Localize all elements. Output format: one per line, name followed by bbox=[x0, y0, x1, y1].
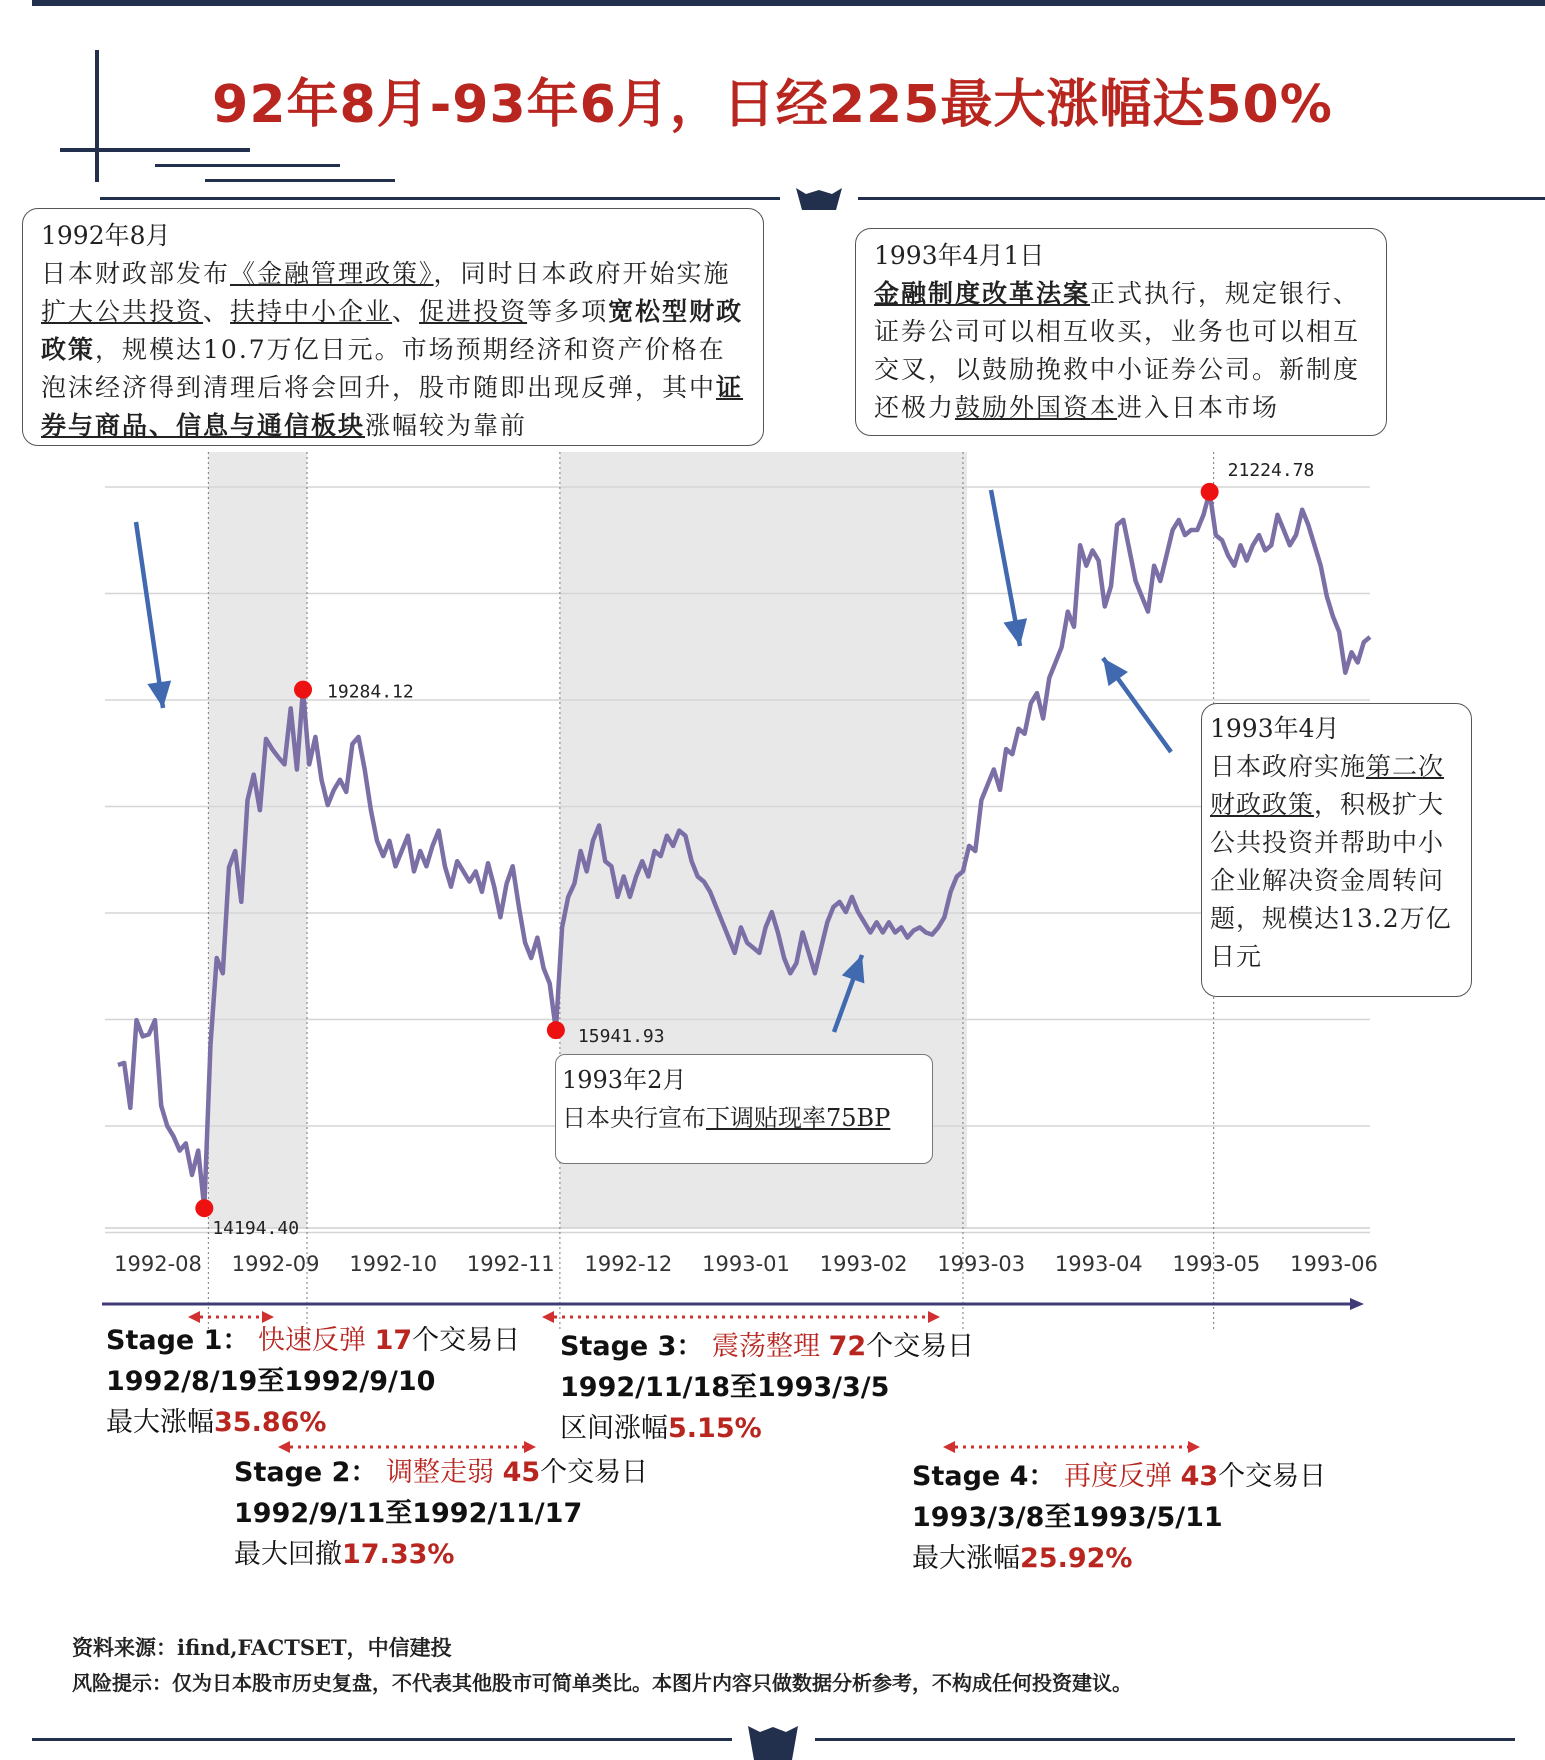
stage3-metric-value: 5.15% bbox=[668, 1413, 762, 1444]
policy-box-1993-04 bbox=[1201, 703, 1472, 997]
stage-2 bbox=[234, 1452, 648, 1575]
box1-t3: 、 bbox=[203, 297, 231, 326]
box2-ub1: 金融制度改革法案 bbox=[874, 279, 1091, 308]
box4-u1: 下调贴现率75BP bbox=[706, 1104, 891, 1132]
x-tick-label: 1993-04 bbox=[1054, 1252, 1143, 1276]
box1-t4: 、 bbox=[392, 297, 420, 326]
box1-b1: 宽松型财政政策 bbox=[41, 297, 744, 364]
box3-t2: ，积极扩大公共投资并帮助中小企业解决资金周转问题，规模达13.2万亿日元 bbox=[1210, 790, 1452, 971]
stage2-unit: 个交易日 bbox=[540, 1457, 649, 1488]
stage2-desc: 调整走弱 bbox=[386, 1457, 494, 1488]
box4-text bbox=[562, 1099, 926, 1137]
policy-box-1993-02 bbox=[555, 1054, 933, 1164]
box1-t5: 等多项 bbox=[527, 297, 609, 326]
stage4-metric-value: 25.92% bbox=[1020, 1543, 1133, 1574]
stage4-dates: 1993/3/8至1993/5/11 bbox=[912, 1502, 1223, 1533]
box2-date: 1993年4月1日 bbox=[874, 241, 1045, 270]
box1-u2: 扩大公共投资 bbox=[41, 297, 204, 326]
point-label-1: 14194.40 bbox=[212, 1218, 300, 1240]
box2-u1: 鼓励外国资本 bbox=[955, 393, 1118, 422]
policy-box-1992-08 bbox=[22, 208, 764, 446]
source-note: 资料来源：ifind,FACTSET，中信建投 bbox=[72, 1635, 452, 1660]
x-tick-label: 1992-12 bbox=[584, 1252, 673, 1276]
point-label-4: 21224.78 bbox=[1227, 459, 1315, 481]
page-title: 92年8月-93年6月，日经225最大涨幅达50% bbox=[212, 75, 1333, 135]
stage4-metric-label: 最大涨幅 bbox=[912, 1543, 1020, 1574]
stage2-dates: 1992/9/11至1992/11/17 bbox=[234, 1498, 583, 1529]
box1-u3: 扶持中小企业 bbox=[230, 297, 393, 326]
box2-text bbox=[874, 275, 1368, 427]
arrow-icon-3 bbox=[1103, 658, 1171, 752]
box4-t1: 日本央行宣布 bbox=[562, 1104, 706, 1132]
box1-t1: 日本财政部发布 bbox=[41, 259, 231, 288]
box1-date: 1992年8月 bbox=[41, 221, 171, 250]
stage3-metric-label: 区间涨幅 bbox=[560, 1413, 668, 1444]
box2-t1: 正式执行，规定银行、证券公司可以相互收买，业务也可以相互交叉，以鼓励挽救中小证券公司。新制度还极力 bbox=[874, 279, 1361, 422]
peak-marker-1 bbox=[195, 1199, 213, 1217]
box1-text bbox=[41, 255, 745, 445]
peak-marker-4 bbox=[1201, 483, 1219, 501]
stage1-shade bbox=[208, 452, 307, 1228]
x-tick-label: 1993-05 bbox=[1172, 1252, 1261, 1276]
stage1-label: Stage 1： bbox=[106, 1325, 250, 1356]
stage1-num: 17 bbox=[374, 1325, 413, 1356]
peak-marker-3 bbox=[547, 1021, 565, 1039]
x-tick-label: 1992-09 bbox=[231, 1252, 320, 1276]
stage3-dates: 1992/11/18至1993/3/5 bbox=[560, 1372, 890, 1403]
box3-date: 1993年4月 bbox=[1210, 714, 1340, 743]
box1-t2: ，同时日本政府开始实施 bbox=[433, 259, 731, 288]
point-label-2: 19284.12 bbox=[327, 681, 414, 703]
stage3-label: Stage 3： bbox=[560, 1331, 704, 1362]
stage1-unit: 个交易日 bbox=[412, 1325, 521, 1356]
box3-u1: 第二次财政政策 bbox=[1210, 752, 1445, 819]
box1-ub1: 证券与商品、信息与通信板块 bbox=[41, 373, 744, 440]
stage2-metric-value: 17.33% bbox=[342, 1539, 455, 1570]
bottom-divider-right bbox=[815, 1738, 1515, 1741]
bottom-emblem-icon bbox=[748, 1726, 798, 1760]
stage4-desc: 再度反弹 bbox=[1064, 1461, 1172, 1492]
stage3-desc: 震荡整理 bbox=[712, 1331, 820, 1362]
x-tick-label: 1993-02 bbox=[819, 1252, 908, 1276]
bottom-divider-left bbox=[32, 1738, 732, 1741]
arrow-icon-2 bbox=[991, 490, 1027, 646]
peak-marker-2 bbox=[294, 681, 312, 699]
stage4-unit: 个交易日 bbox=[1218, 1461, 1327, 1492]
box2-t2: 进入日本市场 bbox=[1117, 393, 1280, 422]
x-tick-label: 1993-06 bbox=[1290, 1252, 1378, 1276]
stage2-num: 45 bbox=[502, 1457, 541, 1488]
stage1-metric-value: 35.86% bbox=[214, 1407, 327, 1438]
stage2-metric-label: 最大回撤 bbox=[234, 1539, 342, 1570]
stage3-num: 72 bbox=[828, 1331, 867, 1362]
x-tick-label: 1992-11 bbox=[466, 1252, 555, 1276]
box1-t6: ，规模达10.7万亿日元。市场预期经济和资产价格在泡沫经济得到清理后将会回升，股市随即出现反弹，其中 bbox=[41, 335, 726, 402]
x-tick-label: 1993-03 bbox=[937, 1252, 1026, 1276]
stage-3 bbox=[560, 1326, 974, 1449]
arrow-icon-1 bbox=[136, 522, 171, 708]
risk-note: 风险提示：仅为日本股市历史复盘，不代表其他股市可简单类比。本图片内容只做数据分析参考，不构成任何投资建议。 bbox=[72, 1671, 1132, 1695]
stage1-dates: 1992/8/19至1992/9/10 bbox=[106, 1366, 436, 1397]
box1-t7: 涨幅较为靠前 bbox=[365, 411, 528, 440]
x-tick-label: 1992-10 bbox=[349, 1252, 438, 1276]
box3-text bbox=[1210, 748, 1463, 976]
stage4-label: Stage 4： bbox=[912, 1461, 1056, 1492]
stage-1 bbox=[106, 1320, 520, 1443]
stage4-num: 43 bbox=[1180, 1461, 1219, 1492]
stage-4 bbox=[912, 1456, 1326, 1579]
x-tick-label: 1993-01 bbox=[702, 1252, 790, 1276]
box4-date: 1993年2月 bbox=[562, 1066, 687, 1094]
box3-t1: 日本政府实施 bbox=[1210, 752, 1367, 781]
stage1-metric-label: 最大涨幅 bbox=[106, 1407, 214, 1438]
policy-box-1993-04-01 bbox=[855, 228, 1387, 436]
stage1-desc: 快速反弹 bbox=[258, 1325, 366, 1356]
point-label-3: 15941.93 bbox=[577, 1026, 665, 1048]
box1-u1: 《金融管理政策》 bbox=[230, 259, 434, 288]
box1-u4: 促进投资 bbox=[419, 297, 528, 326]
stage3-unit: 个交易日 bbox=[866, 1331, 975, 1362]
x-tick-label: 1992-08 bbox=[114, 1252, 202, 1276]
stage2-label: Stage 2： bbox=[234, 1457, 378, 1488]
